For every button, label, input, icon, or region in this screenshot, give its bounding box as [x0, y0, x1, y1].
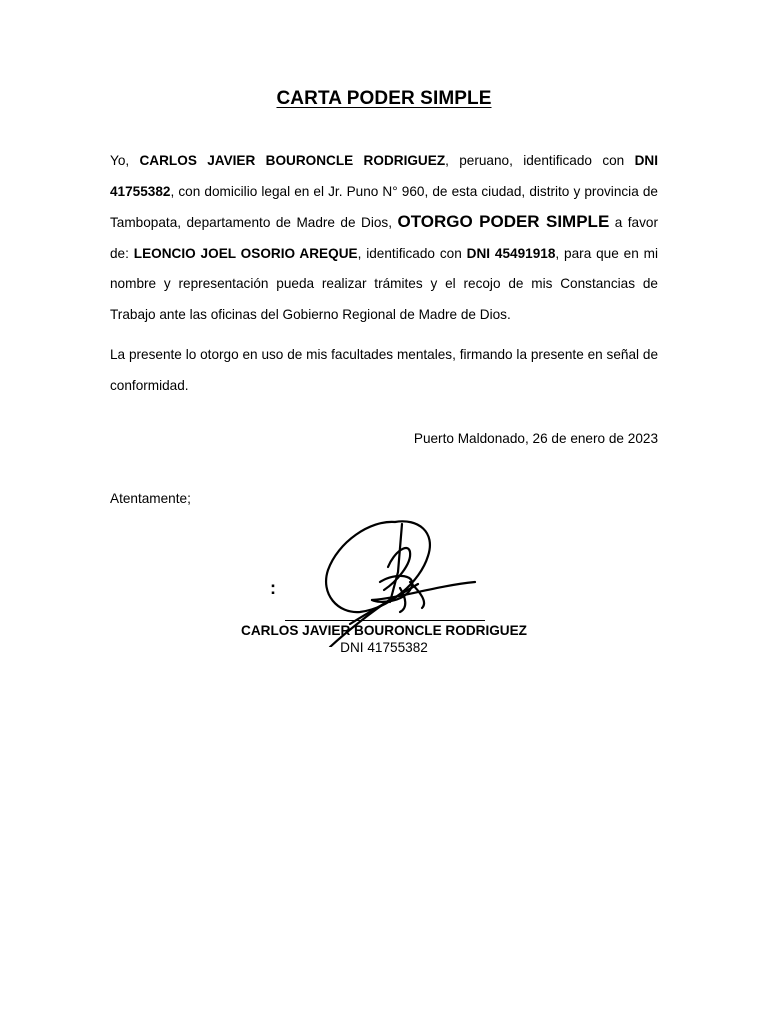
signatory-dni: DNI 41755382 [340, 640, 428, 655]
body-paragraph-2: La presente lo otorgo en uso de mis facultades mentales, firmando la presente en señal de conformidad. [110, 347, 658, 393]
agent-dni: DNI 45491918 [466, 245, 556, 261]
grantor-name: CARLOS JAVIER BOURONCLE RODRIGUEZ [139, 153, 446, 168]
closing-salutation: Atentamente; [110, 491, 191, 506]
agent-name: LEONCIO JOEL OSORIO AREQUE [133, 245, 358, 261]
text-b: , con domicilio legal en el Jr. Puno N° 960, de esta ciudad, distrito y provincia de Tambopata, departamento de Madre de Dios, [110, 183, 658, 230]
text-yo: Yo, [110, 153, 140, 168]
text-d: , identificado con [357, 245, 467, 261]
signature-colon-mark: : [270, 578, 276, 598]
text-c: a favor de: [110, 215, 658, 261]
text-a: , peruano, identificado con [445, 153, 635, 168]
signature-line [285, 620, 485, 621]
document-title: CARTA PODER SIMPLE [276, 88, 492, 109]
grant-phrase: OTORGO PODER SIMPLE [397, 212, 610, 231]
text-e: , para que en mi nombre y representación pueda realizar trámites y el recojo de mis Constancias de Trabajo ante las oficinas del Gobierno Regional de Madre de Dios. [110, 245, 658, 322]
signatory-name: CARLOS JAVIER BOURONCLE RODRIGUEZ [241, 623, 527, 638]
grantor-dni: DNI 41755382 [110, 153, 658, 199]
body-paragraph-1 [110, 146, 658, 330]
place-date: Puerto Maldonado, 26 de enero de 2023 [413, 431, 658, 446]
